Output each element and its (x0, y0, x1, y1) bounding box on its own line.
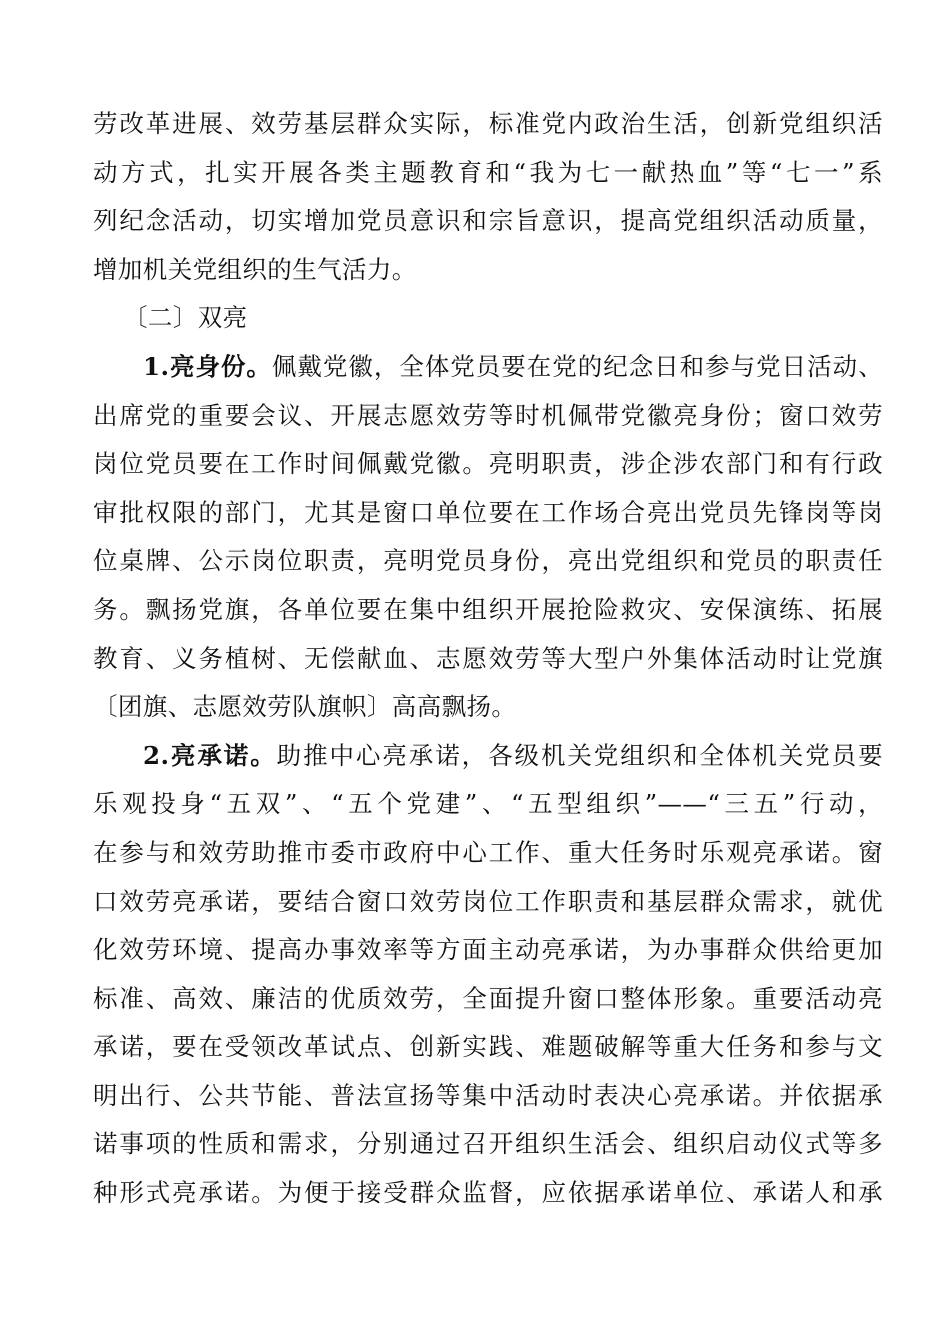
text-line: 位桌牌、公示岗位职责，亮明党员身份，亮出党组织和党员的职责任 (93, 546, 883, 576)
text-line: 口效劳亮承诺，要结合窗口效劳岗位工作职责和基层群众需求，就优 (93, 886, 883, 916)
text-line: 岗位党员要在工作时间佩戴党徽。亮明职责，涉企涉农部门和有行政 (93, 449, 883, 479)
text-line: 种形式亮承诺。为便于接受群众监督，应依据承诺单位、承诺人和承 (93, 1178, 883, 1208)
text-line-first (93, 343, 883, 392)
paragraph-liang-chengnuo (93, 732, 883, 1218)
text-line: 增加机关党组织的生气活力。 (93, 254, 417, 284)
text-line: 〔团旗、志愿效劳队旗帜〕高高飘扬。 (93, 692, 517, 722)
text-line: 列纪念活动，切实增加党员意识和宗旨意识，提高党组织活动质量， (93, 206, 883, 236)
text-line: 劳改革进展、效劳基层群众实际，标准党内政治生活，创新党组织活 (93, 109, 883, 138)
text-line: 务。飘扬党旗，各单位要在集中组织开展抢险救灾、安保演练、拓展 (93, 594, 883, 624)
paragraph-first-rest: 佩戴党徽，全体党员要在党的纪念日和参与党日活动、 (271, 351, 883, 381)
section-heading-shuangliang: 〔二〕双亮 (123, 303, 248, 333)
text-line: 诺事项的性质和需求，分别通过召开组织生活会、组织启动仪式等多 (93, 1129, 883, 1159)
paragraph-lead: 2.亮承诺。 (143, 740, 277, 770)
text-line: 在参与和效劳助推市委市政府中心工作、重大任务时乐观亮承诺。窗 (93, 837, 883, 867)
text-line: 明出行、公共节能、普法宣扬等集中活动时表决心亮承诺。并依据承 (93, 1080, 883, 1110)
text-line: 乐观投身“五双”、“五个党建”、“五型组织”——“三五”行动， (93, 789, 883, 819)
text-line-first (93, 732, 883, 781)
paragraph-lead: 1.亮身份。 (143, 351, 272, 381)
paragraph-liang-shenfen (93, 343, 883, 732)
text-line: 动方式，扎实开展各类主题教育和“我为七一献热血”等“七一”系 (93, 157, 883, 187)
text-line: 教育、义务植树、无偿献血、志愿效劳等大型户外集体活动时让党旗 (93, 643, 883, 673)
text-line: 标准、高效、廉洁的优质效劳，全面提升窗口整体形象。重要活动亮 (93, 983, 883, 1013)
paragraph-first-rest: 助推中心亮承诺，各级机关党组织和全体机关党员要 (276, 740, 884, 770)
text-line: 化效劳环境、提高办事效率等方面主动亮承诺，为办事群众供给更加 (93, 935, 883, 965)
text-line: 承诺，要在受领改革试点、创新实践、难题破解等重大任务和参与文 (93, 1032, 883, 1062)
text-line: 审批权限的部门，尤其是窗口单位要在工作场合亮出党员先锋岗等岗 (93, 497, 883, 527)
document-page (93, 100, 883, 1218)
text-line: 出席党的重要会议、开展志愿效劳等时机佩带党徽亮身份；窗口效劳 (93, 400, 883, 430)
paragraph-continuation (93, 100, 883, 294)
